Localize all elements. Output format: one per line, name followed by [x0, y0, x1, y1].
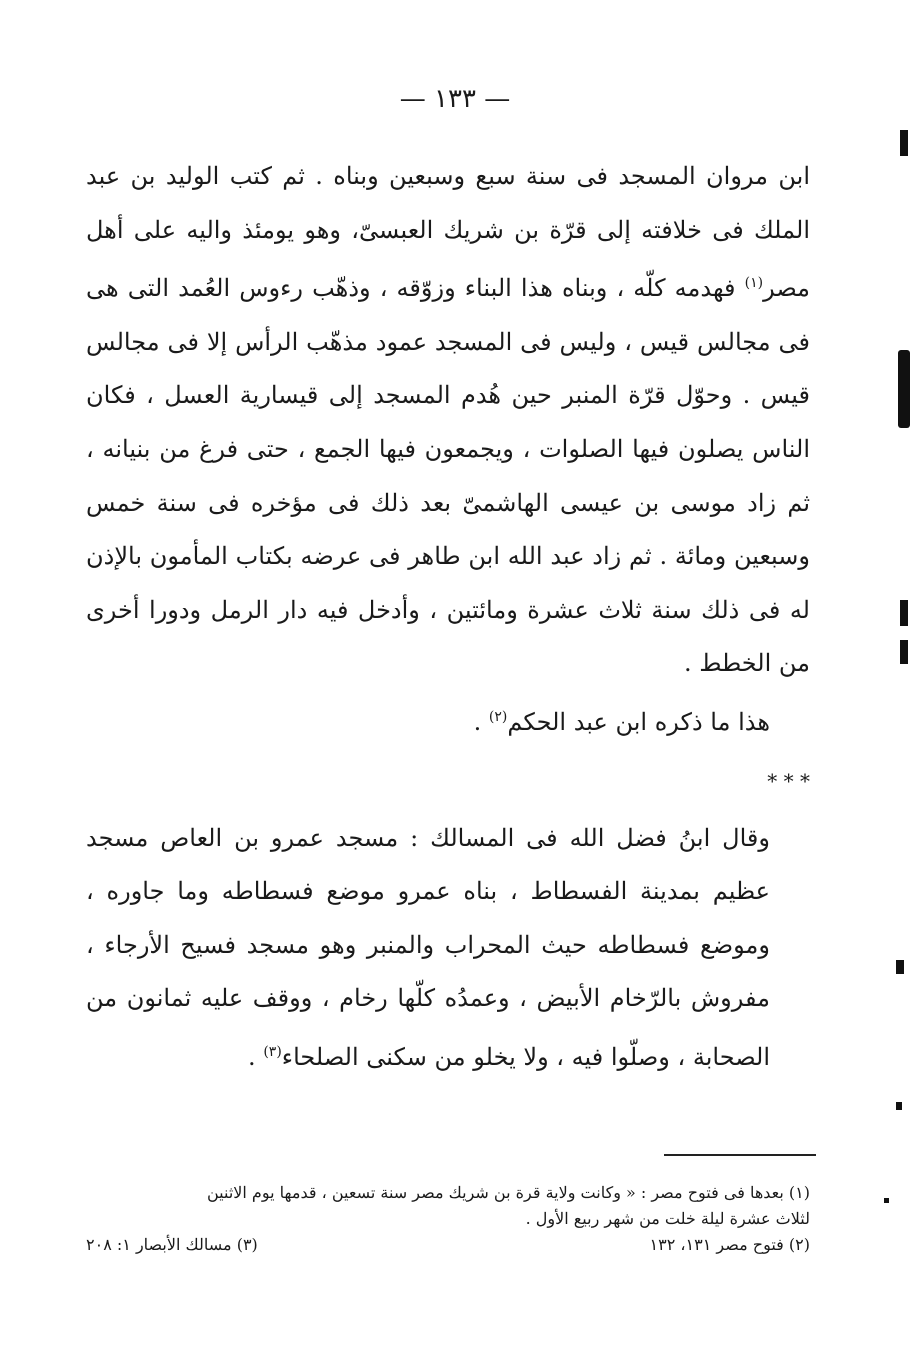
section-separator: * * *: [767, 768, 810, 793]
footnote-divider: [664, 1154, 816, 1156]
scan-speck: [896, 1102, 902, 1110]
paragraph-3-text: وقال ابنُ فضل الله فى المسالك : مسجد عمرو بن العاص مسجد عظيم بمدينة الفسطاط ، بناه عمرو موضع فسطاطه وما جاوره ، وموضع فسطاطه حيث المحراب والمنبر وهو مسجد فسيح الأرجاء ، مفروش بالرّخام الأبيض ، وعمدُه كلّها رخام ، ووقف عليه ثمانون من الصحابة ، وصلّوا فيه ، ولا يخلو من سكنى الصلحاء: [86, 823, 770, 1071]
footnote-row: [86, 1232, 810, 1258]
page-number: — ١٣٣ —: [399, 84, 511, 114]
footnote-ref-3: (٣): [263, 1043, 282, 1060]
paragraph-1-continued: فهدمه كلّه ، وبناه هذا البناء وزوّقه ، وذهّب رءوس العُمد التى هى فى مجالس قيس ، وليس فى المسجد عمود مذهّب الرأس إلا فى مجالس قيس . وحوّل قرّة المنبر حين هُدم المسجد إلى قيسارية العسل ، فكان الناس يصلون فيها الصلوات ، ويجمعون فيها الجمع ، حتى فرغ من بنيانه ، ثم زاد موسى بن عيسى الهاشمىّ بعد ذلك فى مؤخره فى سنة خمس وسبعين ومائة . ثم زاد عبد الله ابن طاهر فى عرضه بكتاب المأمون بالإذن له فى ذلك سنة ثلاث عشرة ومائتين ، وأدخل فيه دار الرمل ودورا أخرى من الخطط .: [86, 274, 810, 678]
footnotes: [86, 1180, 810, 1258]
paragraph-2-text: هذا ما ذكره ابن عبد الحكم: [507, 707, 770, 736]
paragraph-1-text: ابن مروان المسجد فى سنة سبع وسبعين وبناه . ثم كتب الوليد بن عبد الملك فى خلافته إلى قرّة بن شريك العبسىّ، وهو يومئذ واليه على أهل مصر: [86, 162, 810, 303]
scan-speck: [900, 130, 908, 156]
scan-speck: [884, 1198, 889, 1203]
scan-speck: [900, 640, 908, 664]
paragraph-1: [86, 150, 810, 691]
paragraph-2: [86, 691, 810, 750]
footnote-ref-2: (٢): [488, 708, 508, 725]
footnote-3: (٣) مسالك الأبصار ١: ٢٠٨: [86, 1235, 258, 1254]
paragraph-3-end: .: [248, 1042, 264, 1071]
footnote-2: (٢) فتوح مصر ١٣١، ١٣٢: [649, 1235, 810, 1254]
paragraph-3: [86, 812, 810, 1085]
main-text: [86, 150, 810, 1085]
footnote-1-line-1: (١) بعدها فى فتوح مصر : « وكانت ولاية قرة بن شريك مصر سنة تسعين ، قدمها يوم الاثنين: [206, 1183, 810, 1202]
footnote-ref-1: (١): [744, 275, 764, 292]
scan-speck: [900, 600, 908, 626]
scan-speck: [896, 960, 904, 974]
footnote-1-line-2: لثلاث عشرة ليلة خلت من شهر ربيع الأول .: [525, 1209, 810, 1228]
scan-speck: [898, 350, 910, 428]
paragraph-2-end: .: [473, 707, 489, 736]
